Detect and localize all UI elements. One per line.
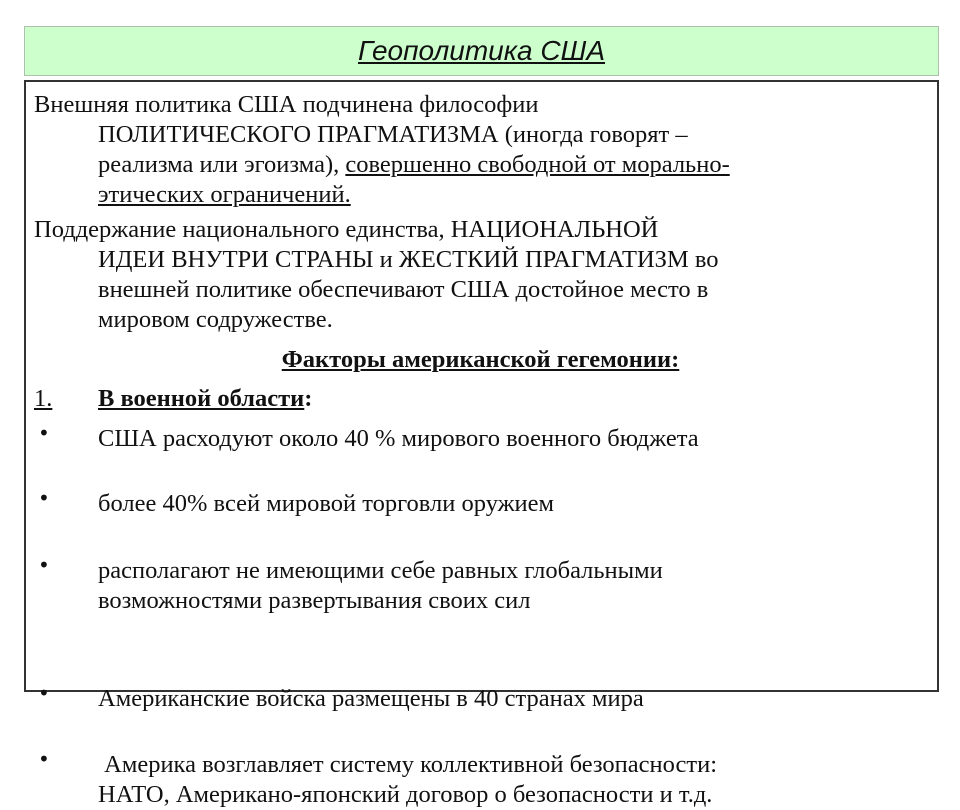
- section-1-number: 1.: [34, 385, 53, 412]
- content-box: [24, 80, 939, 808]
- slide-title-bar: [24, 26, 939, 76]
- paragraph-2-line-4: мировом содружестве.: [98, 306, 333, 333]
- paragraph-2-line-1: Поддержание национального единства, НАЦИОНАЛЬНОЙ: [34, 216, 659, 243]
- bullet-item-1-line-1: США расходуют около 40 % мирового военного бюджета: [98, 425, 699, 452]
- bullet-item-5-line-1: Америка возглавляет систему коллективной безопасности:: [98, 751, 717, 778]
- slide-title: Геополитика США: [357, 35, 605, 66]
- paragraph-1-line-4: этических ограничений.: [98, 181, 351, 208]
- bullet-dot-icon: •: [38, 747, 50, 771]
- bullet-item-5-line-2: НАТО, Американо-японский договор о безопасности и т.д.: [98, 781, 713, 808]
- section-1-title: [34, 384, 927, 414]
- section-1-colon: :: [304, 385, 313, 412]
- section-1-label: В военной области: [98, 385, 305, 412]
- bullet-dot-icon: •: [38, 553, 50, 577]
- paragraph-2: [34, 215, 927, 335]
- bullet-item-1: [34, 421, 945, 454]
- paragraph-1: [34, 90, 927, 210]
- bullet-item-3-line-1: располагают не имеющими себе равных глобальными: [98, 557, 663, 584]
- paragraph-1-line-1: Внешняя политика США подчинена философии: [34, 91, 539, 118]
- factors-heading: Факторы американской гегемонии:: [281, 346, 680, 373]
- bullet-dot-icon: •: [38, 421, 50, 445]
- bullet-dot-icon: •: [38, 681, 50, 705]
- paragraph-1-line-2: ПОЛИТИЧЕСКОГО ПРАГМАТИЗМА (иногда говорят –: [98, 121, 688, 148]
- bullet-item-4-line-1: Американские войска размещены в 40 странах мира: [98, 685, 644, 712]
- paragraph-2-line-3: внешней политике обеспечивают США достойное место в: [98, 276, 709, 303]
- bullet-item-2-line-1: более 40% всей мировой торговли оружием: [98, 490, 555, 517]
- bullet-item-3-line-2: возможностями развертывания своих сил: [98, 587, 531, 614]
- bullet-item-2: [34, 486, 945, 519]
- bullet-item-3: [34, 553, 945, 616]
- bullet-item-5: [34, 747, 945, 810]
- paragraph-1-underlined-phrase: совершенно свободной от морально-: [345, 151, 730, 178]
- paragraph-2-line-2: ИДЕИ ВНУТРИ СТРАНЫ и ЖЕСТКИЙ ПРАГМАТИЗМ во: [98, 246, 719, 273]
- paragraph-1-line-3-text: реализма или эгоизма),: [98, 151, 346, 178]
- bullet-dot-icon: •: [38, 486, 50, 510]
- bullet-item-4: [34, 681, 945, 714]
- paragraph-1-line-3: [34, 150, 927, 180]
